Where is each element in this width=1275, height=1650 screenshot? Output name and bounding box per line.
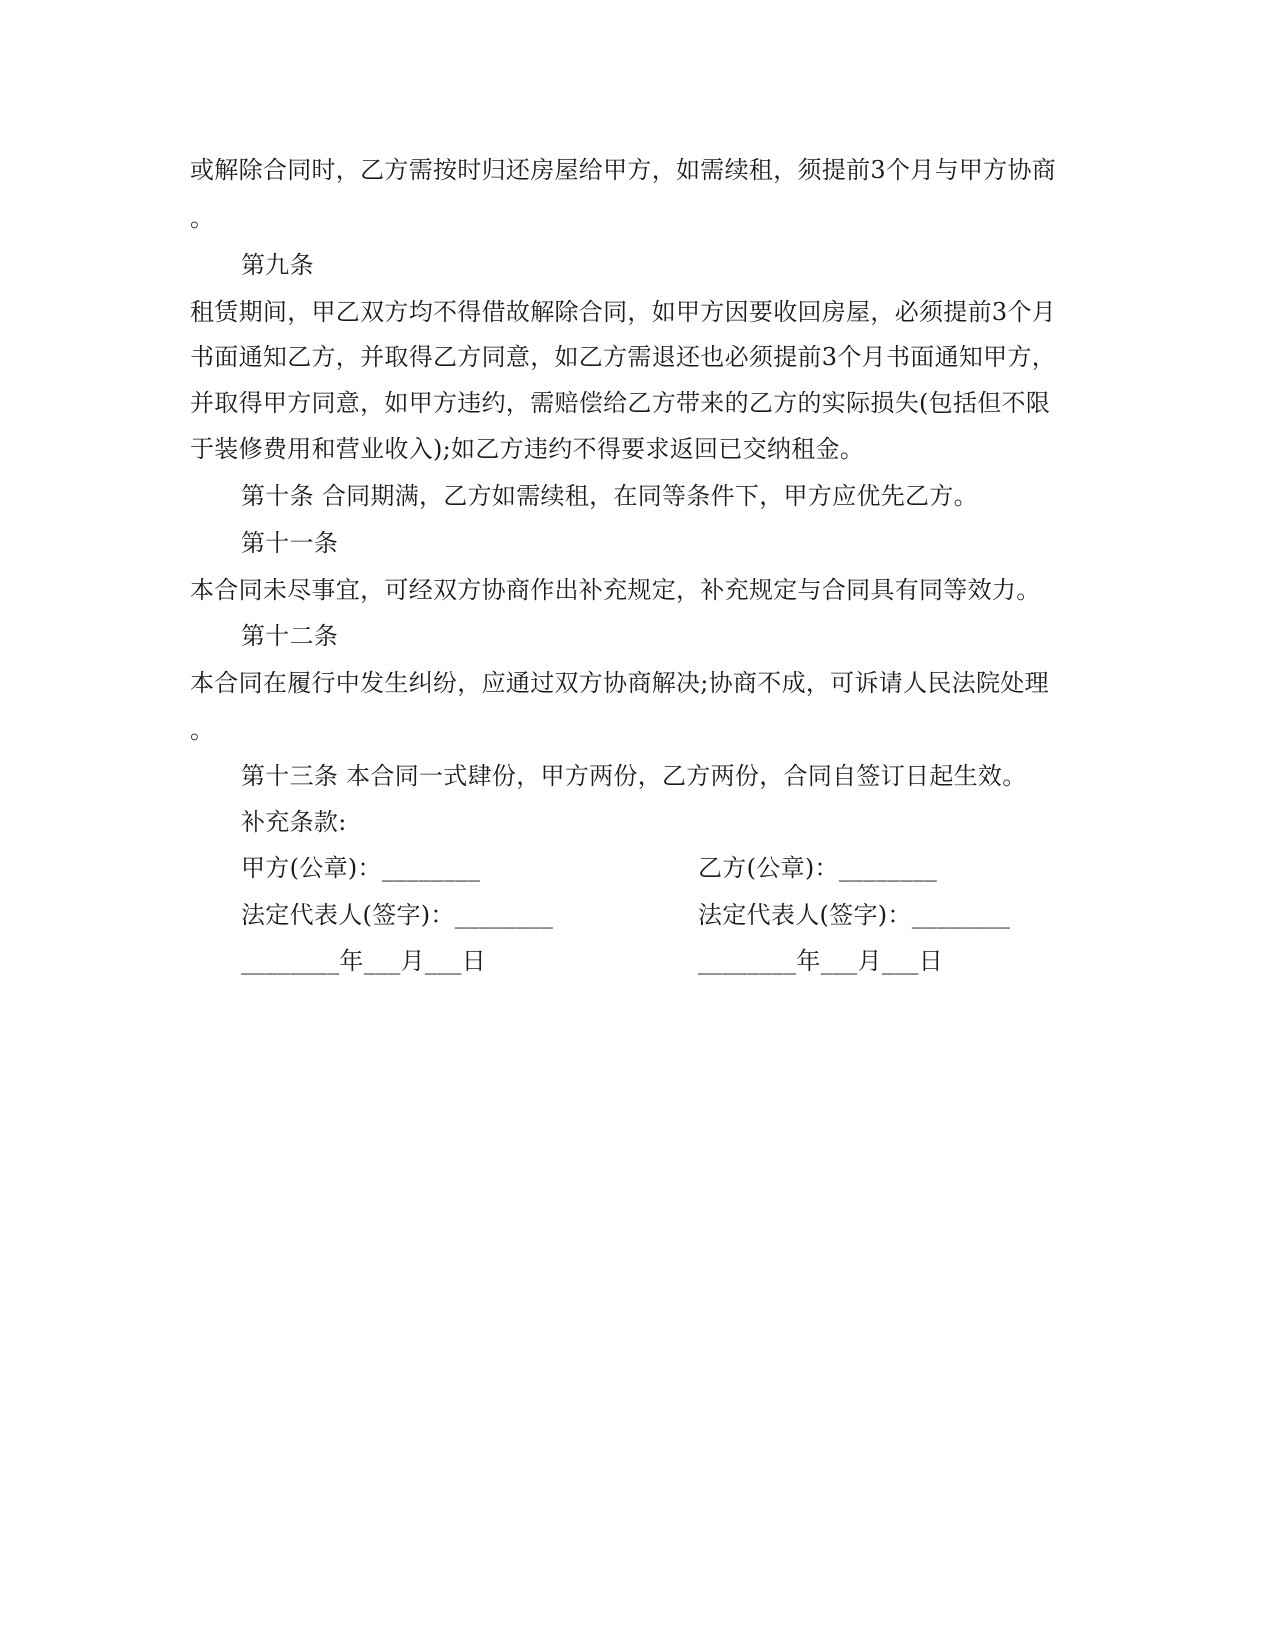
article-line: 第十三条 本合同一式肆份，甲方两份，乙方两份，合同自签订日起生效。 (241, 762, 1027, 790)
party-a-date-field: ________年___月___日 (241, 947, 487, 975)
paragraph-line: 或解除合同时，乙方需按时归还房屋给甲方，如需续租，须提前3个月与甲方协商 (190, 156, 1057, 184)
supplementary-terms-label: 补充条款: (241, 808, 347, 836)
paragraph-line: 。 (190, 716, 215, 744)
article-heading: 第十二条 (241, 622, 339, 650)
party-a-representative-field: 法定代表人(签字)：________ (241, 901, 554, 929)
party-b-seal-field: 乙方(公章)：________ (698, 854, 938, 882)
article-line: 第十条 合同期满，乙方如需续租，在同等条件下，甲方应优先乙方。 (241, 482, 978, 510)
article-heading: 第九条 (241, 251, 314, 279)
paragraph-line: 租赁期间，甲乙双方均不得借故解除合同，如甲方因要收回房屋，必须提前3个月 (190, 298, 1057, 326)
paragraph-line: 本合同未尽事宜，可经双方协商作出补充规定，补充规定与合同具有同等效力。 (190, 576, 1041, 604)
paragraph-line: 书面通知乙方，并取得乙方同意，如乙方需退还也必须提前3个月书面通知甲方， (190, 343, 1057, 371)
paragraph-line: 本合同在履行中发生纠纷，应通过双方协商解决;协商不成，可诉请人民法院处理 (190, 669, 1049, 697)
party-a-seal-field: 甲方(公章)：________ (241, 854, 481, 882)
party-b-date-field: ________年___月___日 (698, 947, 944, 975)
paragraph-line: 。 (190, 204, 215, 232)
article-heading: 第十一条 (241, 529, 339, 557)
party-b-representative-field: 法定代表人(签字)：________ (698, 901, 1011, 929)
paragraph-line: 于装修费用和营业收入);如乙方违约不得要求返回已交纳租金。 (190, 435, 865, 463)
paragraph-line: 并取得甲方同意，如甲方违约，需赔偿给乙方带来的乙方的实际损失(包括但不限 (190, 389, 1051, 417)
